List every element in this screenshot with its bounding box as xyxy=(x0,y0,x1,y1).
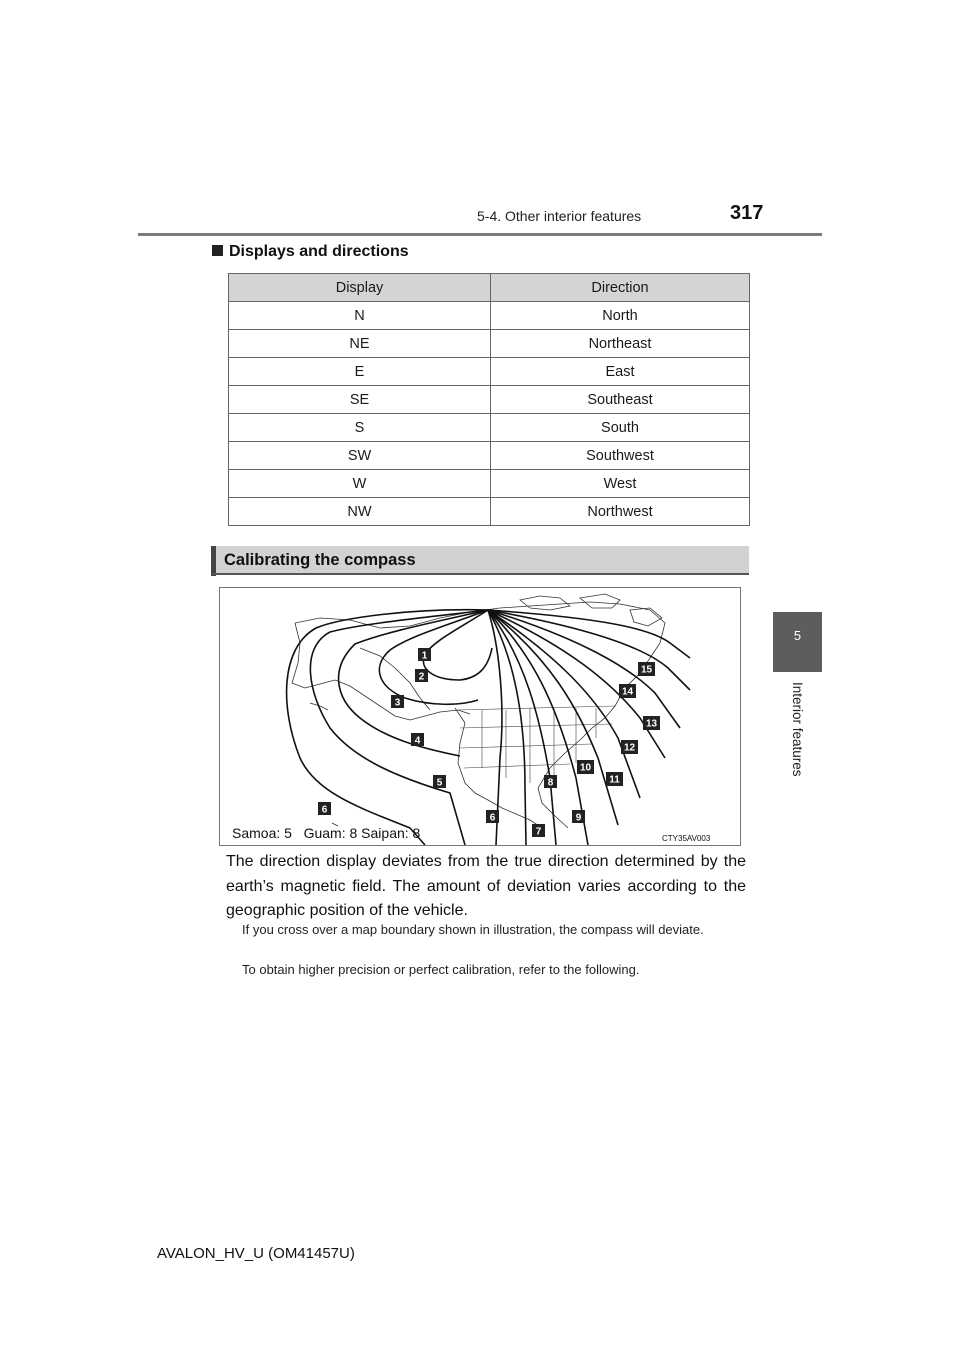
zone-label xyxy=(433,775,446,789)
zone-label xyxy=(418,648,431,662)
direction-cell: Northeast xyxy=(491,330,750,358)
display-cell: SW xyxy=(229,442,491,470)
square-bullet-icon xyxy=(212,245,223,256)
zone-number: 13 xyxy=(645,718,658,730)
table-row xyxy=(229,330,750,358)
running-header-section: 5-4. Other interior features xyxy=(477,208,642,224)
direction-cell: Northwest xyxy=(491,498,750,526)
section-heading-accent xyxy=(211,546,216,576)
direction-cell: Southeast xyxy=(491,386,750,414)
chapter-number: 5 xyxy=(793,628,802,643)
zone-number: 12 xyxy=(623,742,636,754)
display-cell: N xyxy=(229,302,491,330)
table-row xyxy=(229,358,750,386)
zone-label xyxy=(544,775,557,789)
column-header-direction: Direction xyxy=(491,274,750,302)
zone-label xyxy=(619,684,636,698)
zone-label xyxy=(577,760,594,774)
display-cell: S xyxy=(229,414,491,442)
table-row xyxy=(229,386,750,414)
zone-label xyxy=(415,669,428,683)
zone-label xyxy=(486,810,499,824)
table-row xyxy=(229,498,750,526)
zone-number: 9 xyxy=(575,812,582,824)
zone-labels xyxy=(318,648,660,838)
zone-number: 8 xyxy=(547,777,554,789)
zone-label xyxy=(572,810,585,824)
display-cell: SE xyxy=(229,386,491,414)
direction-cell: South xyxy=(491,414,750,442)
illustration-code: CTY35AV003 xyxy=(662,834,711,843)
zone-map-illustration xyxy=(220,588,740,845)
zone-number: 15 xyxy=(640,664,653,676)
note-paragraph: If you cross over a map boundary shown in illustration, the compass will deviate. xyxy=(242,922,704,937)
column-header-display: Display xyxy=(229,274,491,302)
zone-number: 1 xyxy=(421,650,428,662)
note-paragraph: To obtain higher precision or perfect calibration, refer to the following. xyxy=(242,962,640,977)
section-heading-rule xyxy=(211,573,749,575)
compass-zone-map xyxy=(219,587,741,846)
body-paragraph: The direction display deviates from the true direction determined by the earth’s magnetic field. The amount of deviation varies according to the geographic position of the vehicle. xyxy=(226,853,746,919)
zone-label xyxy=(621,740,638,754)
zone-number: 3 xyxy=(394,697,401,709)
direction-cell: West xyxy=(491,470,750,498)
subheading-text: Displays and directions xyxy=(229,243,409,260)
table-row xyxy=(229,302,750,330)
direction-cell: Southwest xyxy=(491,442,750,470)
zone-number: 6 xyxy=(321,804,328,816)
zone-number: 2 xyxy=(418,671,425,683)
zone-number: 5 xyxy=(436,777,443,789)
display-cell: W xyxy=(229,470,491,498)
chapter-title: Interior features xyxy=(790,682,805,777)
table-row xyxy=(229,442,750,470)
page-number: 317 xyxy=(730,202,764,224)
zone-number: 14 xyxy=(621,686,634,698)
zone-label xyxy=(318,802,331,816)
zone-number: 11 xyxy=(609,774,620,786)
directions-table xyxy=(228,273,750,526)
display-cell: NE xyxy=(229,330,491,358)
zone-label xyxy=(606,772,623,786)
zone-number: 7 xyxy=(535,826,542,838)
display-cell: NW xyxy=(229,498,491,526)
zone-number: 4 xyxy=(414,735,421,747)
zone-label xyxy=(391,695,404,709)
chapter-title-vertical xyxy=(787,682,807,792)
zone-number: 10 xyxy=(579,762,592,774)
table-header-row xyxy=(229,274,750,302)
zone-number: 6 xyxy=(489,812,496,824)
display-cell: E xyxy=(229,358,491,386)
header-rule xyxy=(138,233,822,236)
zone-label xyxy=(638,662,655,676)
table-row xyxy=(229,414,750,442)
zone-label xyxy=(643,716,660,730)
direction-cell: North xyxy=(491,302,750,330)
map-caption: Samoa: 5 Guam: 8 Saipan: 8 xyxy=(232,825,421,841)
table-row xyxy=(229,470,750,498)
zone-label xyxy=(532,824,545,838)
subheading xyxy=(212,243,409,261)
section-title: Calibrating the compass xyxy=(224,551,416,569)
footer-model-code: AVALON_HV_U (OM41457U) xyxy=(157,1245,355,1262)
zone-label xyxy=(411,733,424,747)
direction-cell: East xyxy=(491,358,750,386)
